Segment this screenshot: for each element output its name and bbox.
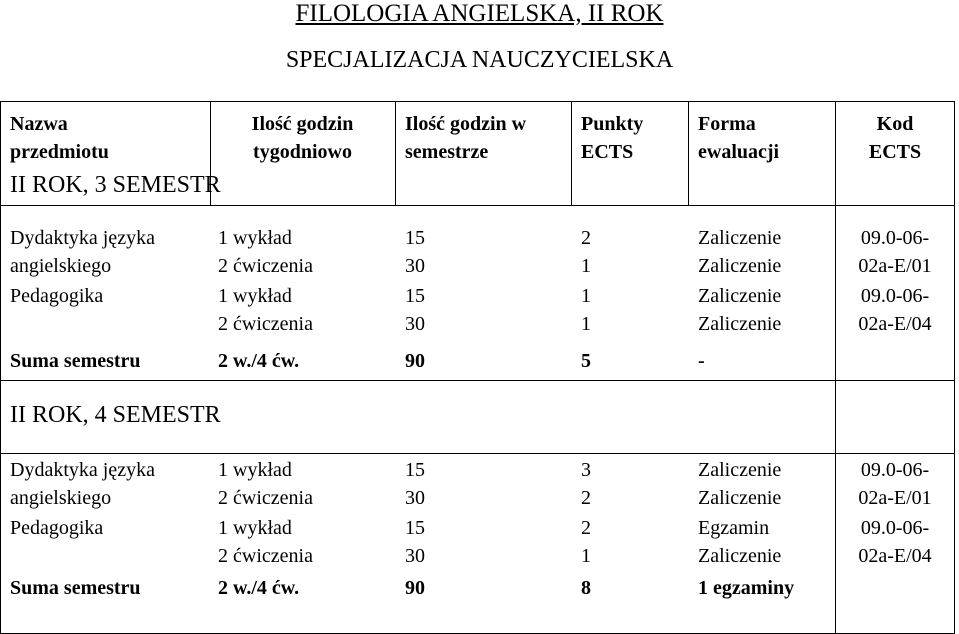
page-subtitle: SPECJALIZACJA NAUCZYCIELSKA — [285, 47, 674, 73]
sum-form: - — [698, 350, 705, 372]
grid-line-col3 — [571, 101, 572, 205]
course-code: 09.0-06- 02a-E/04 — [858, 285, 932, 335]
sum-form: 1 egzaminy — [698, 577, 795, 599]
course-weekly: 1 wykład 2 ćwiczenia — [218, 517, 313, 567]
header-code: Kod ECTS — [868, 113, 922, 163]
sum-label: Suma semestru — [10, 350, 141, 372]
course-code: 09.0-06- 02a-E/01 — [858, 459, 932, 509]
grid-line-col4 — [688, 101, 689, 205]
header-weekly: Ilość godzin tygodniowo — [251, 113, 354, 163]
sum-points: 5 — [581, 350, 591, 372]
course-code: 09.0-06- 02a-E/01 — [858, 227, 932, 277]
grid-line-header-bottom — [0, 205, 955, 206]
grid-line-top — [0, 101, 955, 102]
sum-weekly: 2 w./4 ćw. — [218, 350, 300, 372]
header-form: Forma ewaluacji — [698, 113, 780, 163]
page-title: FILOLOGIA ANGIELSKA, II ROK — [295, 0, 664, 27]
course-form: Zaliczenie Zaliczenie — [698, 285, 782, 335]
course-hours: 15 30 — [405, 285, 425, 335]
course-form: Egzamin Zaliczenie — [698, 517, 782, 567]
sum-points: 8 — [581, 577, 591, 599]
grid-line-left — [0, 101, 1, 634]
course-weekly: 1 wykład 2 ćwiczenia — [218, 285, 313, 335]
semester-label: II ROK, 4 SEMESTR — [10, 402, 221, 428]
header-name: Nazwa przedmiotu — [10, 113, 109, 163]
course-name: Pedagogika — [10, 517, 104, 539]
course-form: Zaliczenie Zaliczenie — [698, 227, 782, 277]
sum-label: Suma semestru — [10, 577, 141, 599]
sum-hours: 90 — [405, 577, 425, 599]
course-points: 1 1 — [581, 285, 591, 335]
course-name: Pedagogika — [10, 285, 104, 307]
sum-hours: 90 — [405, 350, 425, 372]
course-weekly: 1 wykład 2 ćwiczenia — [218, 459, 313, 509]
course-code: 09.0-06- 02a-E/04 — [858, 517, 932, 567]
course-hours: 15 30 — [405, 459, 425, 509]
course-points: 2 1 — [581, 517, 591, 567]
grid-line-col2 — [395, 101, 396, 205]
semester-label: II ROK, 3 SEMESTR — [10, 172, 221, 198]
sum-weekly: 2 w./4 ćw. — [218, 577, 300, 599]
course-form: Zaliczenie Zaliczenie — [698, 459, 782, 509]
course-hours: 15 30 — [405, 517, 425, 567]
grid-line-sum1-bottom — [0, 380, 955, 381]
grid-line-sec2-bottom — [0, 453, 955, 454]
course-weekly: 1 wykład 2 ćwiczenia — [218, 227, 313, 277]
course-points: 3 2 — [581, 459, 591, 509]
course-points: 2 1 — [581, 227, 591, 277]
header-points: Punkty ECTS — [581, 113, 644, 163]
header-semester: Ilość godzin w semestrze — [405, 113, 527, 163]
course-name: Dydaktyka języka angielskiego — [10, 227, 155, 277]
course-name: Dydaktyka języka angielskiego — [10, 459, 155, 509]
course-hours: 15 30 — [405, 227, 425, 277]
